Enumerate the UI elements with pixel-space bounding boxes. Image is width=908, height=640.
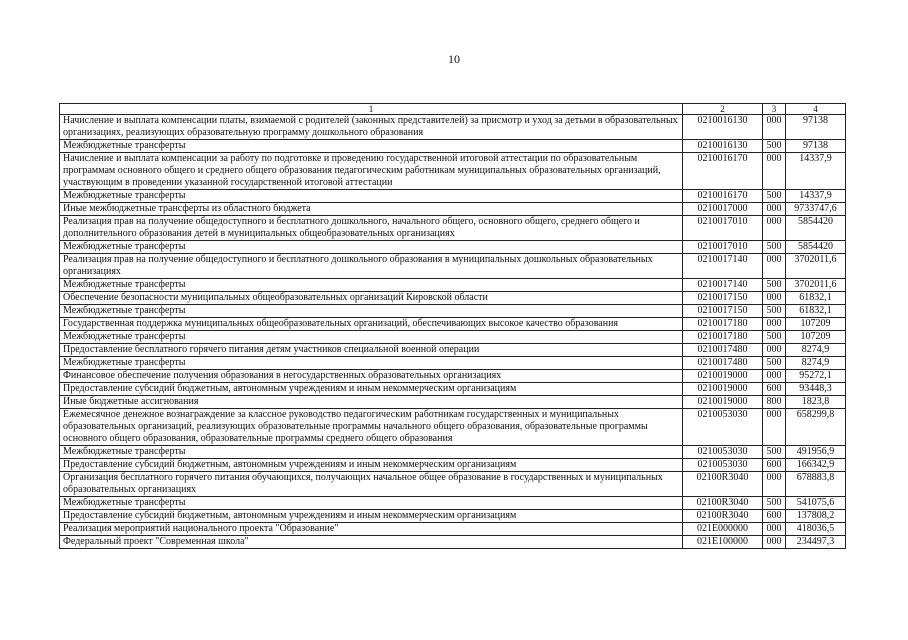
row-name-cell: Межбюджетные трансферты: [60, 190, 683, 203]
row-type-cell: 000: [763, 292, 786, 305]
header-col-1: 1: [60, 104, 683, 115]
row-sum-cell: 678883,8: [786, 472, 846, 497]
row-type-cell: 500: [763, 331, 786, 344]
budget-table-body: [60, 104, 846, 549]
table-row: [60, 279, 846, 292]
row-type-cell: 000: [763, 536, 786, 549]
row-name-cell: Начисление и выплата компенсации платы, взимаемой с родителей (законных представителей) за присмотр и уход за детьми в образовательных организациях, реализующих образовательную программу дошкольного образования: [60, 115, 683, 140]
row-type-cell: 000: [763, 370, 786, 383]
row-name-cell: Федеральный проект "Современная школа": [60, 536, 683, 549]
row-code-cell: 0210016130: [683, 115, 763, 140]
row-name-cell: Межбюджетные трансферты: [60, 497, 683, 510]
row-name-cell: Межбюджетные трансферты: [60, 305, 683, 318]
row-type-cell: 500: [763, 140, 786, 153]
row-sum-cell: 8274,9: [786, 344, 846, 357]
page-number: 10: [448, 52, 460, 66]
table-row: [60, 153, 846, 190]
row-sum-cell: 97138: [786, 115, 846, 140]
row-sum-cell: 107209: [786, 318, 846, 331]
row-code-cell: 0210016170: [683, 153, 763, 190]
row-code-cell: 0210017010: [683, 241, 763, 254]
row-sum-cell: 234497,3: [786, 536, 846, 549]
row-sum-cell: 5854420: [786, 216, 846, 241]
row-type-cell: 500: [763, 279, 786, 292]
row-code-cell: 02100R3040: [683, 510, 763, 523]
row-code-cell: 021E100000: [683, 536, 763, 549]
row-code-cell: 0210016170: [683, 190, 763, 203]
row-name-cell: Обеспечение безопасности муниципальных общеобразовательных организаций Кировской области: [60, 292, 683, 305]
row-name-cell: Иные межбюджетные трансферты из областного бюджета: [60, 203, 683, 216]
row-code-cell: 0210017480: [683, 344, 763, 357]
row-code-cell: 0210017150: [683, 305, 763, 318]
row-name-cell: Межбюджетные трансферты: [60, 446, 683, 459]
row-name-cell: Предоставление субсидий бюджетным, автономным учреждениям и иным некоммерческим организациям: [60, 383, 683, 396]
row-type-cell: 000: [763, 153, 786, 190]
row-type-cell: 000: [763, 216, 786, 241]
row-name-cell: Межбюджетные трансферты: [60, 140, 683, 153]
row-sum-cell: 93448,3: [786, 383, 846, 396]
row-sum-cell: 3702011,6: [786, 254, 846, 279]
row-code-cell: 0210053030: [683, 446, 763, 459]
row-sum-cell: 97138: [786, 140, 846, 153]
table-row: [60, 357, 846, 370]
table-row: [60, 292, 846, 305]
budget-table: [59, 103, 846, 549]
row-type-cell: 500: [763, 190, 786, 203]
table-row: [60, 396, 846, 409]
table-row: [60, 344, 846, 357]
row-name-cell: Межбюджетные трансферты: [60, 357, 683, 370]
row-type-cell: 500: [763, 305, 786, 318]
table-row: [60, 331, 846, 344]
row-type-cell: 000: [763, 203, 786, 216]
row-code-cell: 02100R3040: [683, 472, 763, 497]
row-type-cell: 000: [763, 344, 786, 357]
row-type-cell: 000: [763, 115, 786, 140]
row-code-cell: 0210017150: [683, 292, 763, 305]
row-code-cell: 0210017010: [683, 216, 763, 241]
row-name-cell: Государственная поддержка муниципальных общеобразовательных организаций, обеспечивающих высокое качество образования: [60, 318, 683, 331]
row-type-cell: 500: [763, 446, 786, 459]
row-code-cell: 0210053030: [683, 459, 763, 472]
row-sum-cell: 418036,5: [786, 523, 846, 536]
row-type-cell: 800: [763, 396, 786, 409]
row-type-cell: 000: [763, 472, 786, 497]
row-name-cell: Предоставление субсидий бюджетным, автономным учреждениям и иным некоммерческим организациям: [60, 459, 683, 472]
row-sum-cell: 658299,8: [786, 409, 846, 446]
table-row: [60, 305, 846, 318]
row-type-cell: 500: [763, 497, 786, 510]
row-sum-cell: 541075,6: [786, 497, 846, 510]
row-name-cell: Организация бесплатного горячего питания обучающихся, получающих начальное общее образование в государственных и муниципальных образовательных организациях: [60, 472, 683, 497]
table-header-row: [60, 104, 846, 115]
row-sum-cell: 61832,1: [786, 292, 846, 305]
row-sum-cell: 14337,9: [786, 153, 846, 190]
table-row: [60, 140, 846, 153]
table-row: [60, 472, 846, 497]
table-row: [60, 216, 846, 241]
row-code-cell: 0210019000: [683, 370, 763, 383]
row-type-cell: 000: [763, 409, 786, 446]
table-row: [60, 409, 846, 446]
row-name-cell: Предоставление бесплатного горячего питания детям участников специальной военной операции: [60, 344, 683, 357]
row-name-cell: Ежемесячное денежное вознаграждение за классное руководство педагогическим работникам государственных и муниципальных образовательных организаций, реализующих образовательные программы начального общего образования, образовательные программы основного общего образования, образовательные программы среднего общего образования: [60, 409, 683, 446]
table-row: [60, 241, 846, 254]
row-sum-cell: 3702011,6: [786, 279, 846, 292]
table-row: [60, 318, 846, 331]
table-row: [60, 370, 846, 383]
row-code-cell: 0210019000: [683, 396, 763, 409]
header-col-2: 2: [683, 104, 763, 115]
table-row: [60, 536, 846, 549]
row-sum-cell: 14337,9: [786, 190, 846, 203]
table-row: [60, 510, 846, 523]
row-code-cell: 0210017180: [683, 331, 763, 344]
row-name-cell: Реализация прав на получение общедоступного и бесплатного дошкольного, начального общего, основного общего, среднего общего и дополнительного образования детей в муниципальных общеобразовательных организациях: [60, 216, 683, 241]
header-col-4: 4: [786, 104, 846, 115]
table-row: [60, 446, 846, 459]
row-code-cell: 0210017180: [683, 318, 763, 331]
table-row: [60, 459, 846, 472]
row-sum-cell: 9733747,6: [786, 203, 846, 216]
table-row: [60, 383, 846, 396]
row-name-cell: Межбюджетные трансферты: [60, 279, 683, 292]
row-code-cell: 0210016130: [683, 140, 763, 153]
row-name-cell: Иные бюджетные ассигнования: [60, 396, 683, 409]
row-sum-cell: 95272,1: [786, 370, 846, 383]
row-sum-cell: 5854420: [786, 241, 846, 254]
row-type-cell: 000: [763, 318, 786, 331]
row-sum-cell: 166342,9: [786, 459, 846, 472]
row-type-cell: 600: [763, 459, 786, 472]
table-row: [60, 497, 846, 510]
row-type-cell: 000: [763, 254, 786, 279]
row-name-cell: Реализация прав на получение общедоступного и бесплатного дошкольного образования в муниципальных дошкольных образовательных организациях: [60, 254, 683, 279]
table-row: [60, 115, 846, 140]
row-sum-cell: 137808,2: [786, 510, 846, 523]
row-sum-cell: 61832,1: [786, 305, 846, 318]
table-row: [60, 203, 846, 216]
table-row: [60, 190, 846, 203]
row-sum-cell: 107209: [786, 331, 846, 344]
row-name-cell: Реализация мероприятий национального проекта "Образование": [60, 523, 683, 536]
row-sum-cell: 1823,8: [786, 396, 846, 409]
row-name-cell: Предоставление субсидий бюджетным, автономным учреждениям и иным некоммерческим организациям: [60, 510, 683, 523]
row-sum-cell: 8274,9: [786, 357, 846, 370]
row-type-cell: 500: [763, 241, 786, 254]
row-code-cell: 0210017480: [683, 357, 763, 370]
row-name-cell: Начисление и выплата компенсации за работу по подготовке и проведению государственной итоговой аттестации по образовательным программам основного общего и среднего общего образования педагогическим работникам муниципальных образовательных организаций, участвующим в проведении указанной государственной итоговой аттестации: [60, 153, 683, 190]
row-code-cell: 021E000000: [683, 523, 763, 536]
row-code-cell: 0210019000: [683, 383, 763, 396]
row-sum-cell: 491956,9: [786, 446, 846, 459]
row-type-cell: 600: [763, 510, 786, 523]
row-code-cell: 02100R3040: [683, 497, 763, 510]
table-row: [60, 523, 846, 536]
row-type-cell: 600: [763, 383, 786, 396]
row-code-cell: 0210017140: [683, 254, 763, 279]
row-code-cell: 0210053030: [683, 409, 763, 446]
row-name-cell: Финансовое обеспечение получения образования в негосударственных образовательных организациях: [60, 370, 683, 383]
row-type-cell: 000: [763, 523, 786, 536]
table-row: [60, 254, 846, 279]
row-type-cell: 500: [763, 357, 786, 370]
row-code-cell: 0210017000: [683, 203, 763, 216]
header-col-3: 3: [763, 104, 786, 115]
row-name-cell: Межбюджетные трансферты: [60, 241, 683, 254]
row-name-cell: Межбюджетные трансферты: [60, 331, 683, 344]
row-code-cell: 0210017140: [683, 279, 763, 292]
